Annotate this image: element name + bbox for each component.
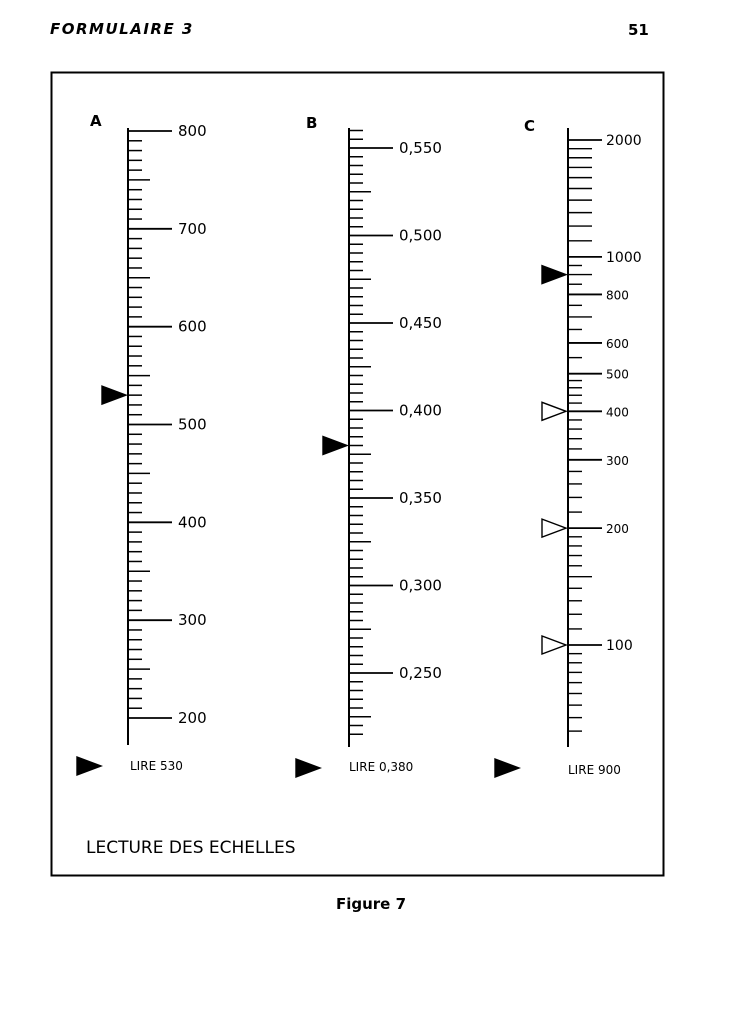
- tick-label: 400: [178, 513, 207, 532]
- tick-label: 0,450: [399, 314, 442, 332]
- tick-label: 600: [606, 336, 629, 351]
- hollow-pointer-arrow-icon: [542, 519, 566, 537]
- scale-name-a: A: [90, 112, 102, 130]
- tick-label: 100: [606, 638, 633, 654]
- tick-label: 0,500: [399, 226, 442, 245]
- tick-label: 600: [178, 317, 207, 336]
- pointer-arrow-icon: [102, 386, 126, 404]
- hollow-pointer-arrow-icon: [542, 636, 566, 654]
- tick-label: 800: [606, 288, 629, 303]
- tick-label: 1000: [606, 249, 642, 266]
- tick-label: 500: [606, 367, 629, 382]
- tick-label: 200: [178, 709, 207, 727]
- hollow-pointer-arrow-icon: [542, 402, 566, 420]
- scale-c: [495, 117, 642, 777]
- tick-label: 400: [606, 405, 629, 420]
- reading-arrow-icon: [77, 757, 101, 775]
- scale-reading-label: LIRE 0,380: [349, 760, 414, 774]
- page-number: 51: [628, 21, 649, 39]
- tick-label: 0,400: [399, 401, 442, 420]
- tick-label: 0,550: [399, 139, 442, 157]
- tick-label: 300: [606, 453, 629, 468]
- figure-caption: Figure 7: [335, 895, 407, 913]
- tick-label: 700: [178, 219, 207, 238]
- tick-label: 800: [178, 122, 207, 140]
- scale-name-b: B: [306, 114, 318, 132]
- tick-label: 300: [178, 611, 207, 630]
- reading-arrow-icon: [495, 759, 519, 777]
- scale-b: [296, 114, 442, 777]
- tick-label: 200: [606, 522, 629, 537]
- scale-reading-label: LIRE 900: [568, 763, 621, 777]
- scale-reading-label: LIRE 530: [130, 759, 183, 773]
- pointer-arrow-icon: [323, 437, 347, 455]
- tick-label: 500: [178, 415, 207, 434]
- scale-name-c: C: [524, 117, 536, 135]
- scales-layer: [77, 112, 642, 777]
- tick-label: 0,350: [399, 489, 442, 507]
- tick-label: 0,250: [399, 664, 442, 682]
- running-head-title: FORMULAIRE 3: [50, 20, 194, 38]
- tick-label: 2000: [606, 133, 642, 149]
- reading-arrow-icon: [296, 759, 320, 777]
- pointer-arrow-icon: [542, 266, 566, 284]
- scale-a: [77, 112, 207, 775]
- figure-inner-caption: LECTURE DES ECHELLES: [86, 838, 296, 858]
- tick-label: 0,300: [399, 576, 442, 595]
